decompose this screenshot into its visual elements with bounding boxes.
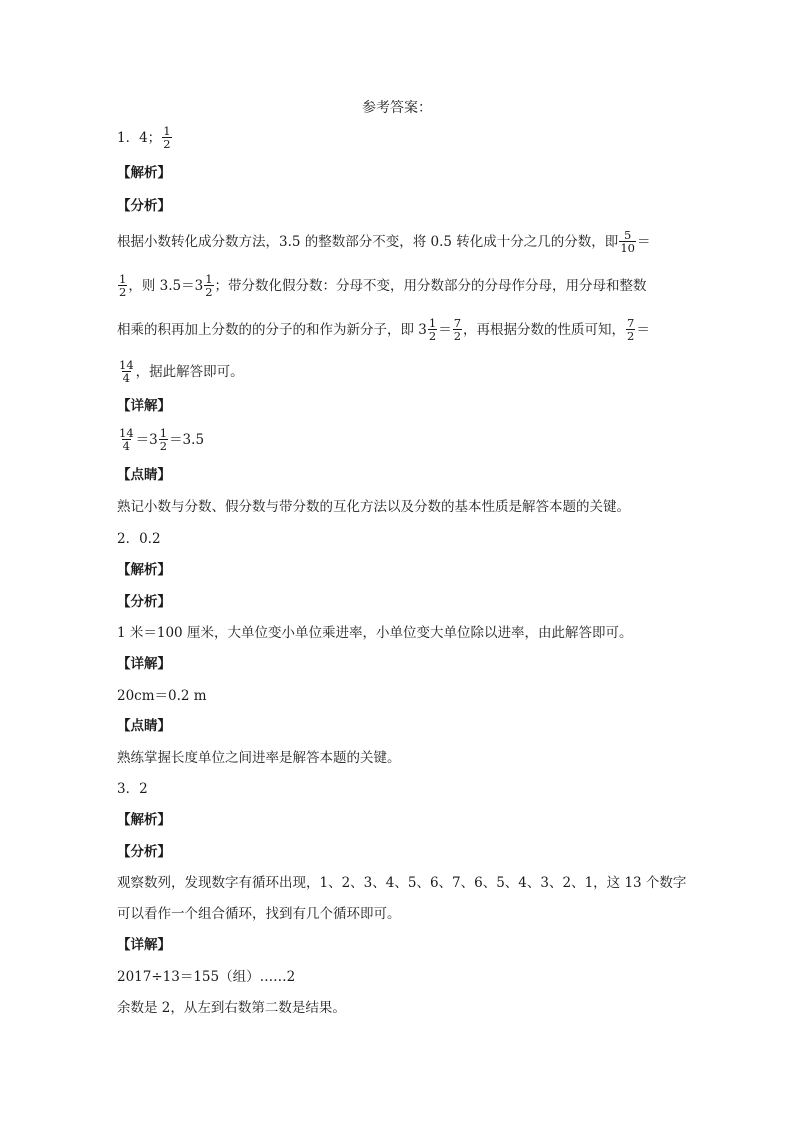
q1-dianjing-label: 【点睛】 [117,467,171,483]
q1-analysis-line-3: 相乘的积再加上分数的的分子的和作为新分子，即 3 $\frac{1}{2}$ ＝ $\frac{7}{2}$ ，再根据分数的性质可知， $\frac{7}{2}$ ＝ [117,316,650,343]
fraction: $\frac{1}{2}$ [119,272,127,299]
q1-fenxi-label: 【分析】 [117,198,171,214]
fraction: $\frac{7}{2}$ [453,316,462,343]
q3-analysis-line-1: 观察数列，发现数字有循环出现，1、2、3、4、5、6、7、6、5、4、3、2、1，这 13 个数字 [117,875,687,891]
fraction: $\frac{14}{4}$ [119,426,134,453]
q3-analysis-line-2: 可以看作一个组合循环，找到有几个循环即可。 [117,906,401,922]
q2-detail: 20cm＝0.2 m [117,688,207,704]
q1-remark: 熟记小数与分数、假分数与带分数的互化方法以及分数的基本性质是解答本题的关键。 [117,499,630,515]
q1-number: 1．4； [117,130,162,146]
fraction: $\frac{7}{2}$ [627,316,635,343]
q1-xiangjie-label: 【详解】 [117,398,171,414]
q3-fenxi-label: 【分析】 [117,844,171,860]
q1-jiexi-label: 【解析】 [117,165,171,181]
fraction: $\frac{14}{4}$ [119,358,134,385]
fraction: $\frac{1}{2}$ [159,426,168,453]
q3-detail-line-2: 余数是 2，从左到右数第二数是结果。 [117,1000,346,1016]
fraction: $\frac{5}{10}$ [620,228,635,255]
q1-detail: $\frac{14}{4}$ ＝3 $\frac{1}{2}$ ＝3.5 [119,426,205,453]
q1-answer [117,126,677,151]
q2-xiangjie-label: 【详解】 [117,656,171,672]
q2-jiexi-label: 【解析】 [117,562,171,578]
q1-analysis-line-2: $\frac{1}{2}$ ，则 3.5＝3 $\frac{1}{2}$ ；带分数化假分数：分母不变，用分数部分的分母作分母，用分母和整数 [119,272,647,299]
q3-jiexi-label: 【解析】 [117,812,171,828]
fraction: $\frac{1}{2}$ [428,316,437,343]
q2-remark: 熟练掌握长度单位之间进率是解答本题的关键。 [117,750,401,766]
q3-answer: 3．2 [117,781,148,797]
q3-detail-line-1: 2017÷13＝155（组）……2 [117,969,296,985]
q2-dianjing-label: 【点睛】 [117,718,171,734]
fraction: $\frac{1}{2}$ [163,124,171,151]
page-title: 参考答案： [362,100,432,116]
q1-analysis-line-4: $\frac{14}{4}$ ，据此解答即可。 [119,358,244,385]
q1-analysis-line-1: 根据小数转化成分数方法，3.5 的整数部分不变，将 0.5 转化成十分之几的分数，即 $\frac{5}{10}$ ＝ [117,228,651,255]
fraction: $\frac{1}{2}$ [205,272,213,299]
q2-answer: 2．0.2 [117,531,161,547]
q3-xiangjie-label: 【详解】 [117,937,171,953]
q2-fenxi-label: 【分析】 [117,594,171,610]
q2-analysis: 1 米＝100 厘米，大单位变小单位乘进率，小单位变大单位除以进率，由此解答即可。 [117,625,633,641]
